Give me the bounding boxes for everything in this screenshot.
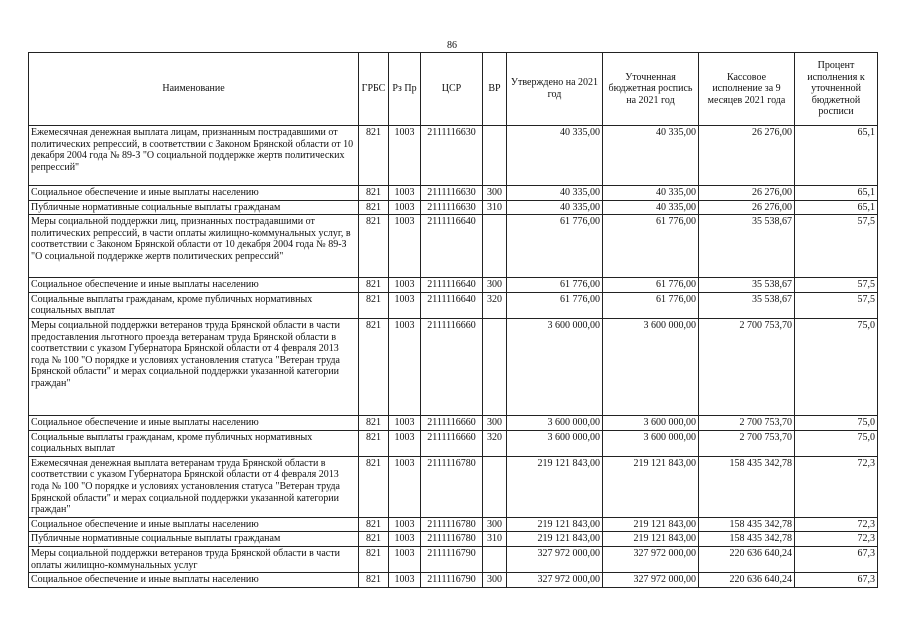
cell-csr: 2111116790 xyxy=(421,573,483,588)
cell-rz-pr: 1003 xyxy=(389,517,421,532)
cell-cash: 35 538,67 xyxy=(699,278,795,293)
table-row xyxy=(29,456,878,517)
cell-csr: 2111116640 xyxy=(421,292,483,318)
cell-vr: 310 xyxy=(483,532,507,547)
cell-grbs: 821 xyxy=(359,126,389,186)
cell-csr: 2111116660 xyxy=(421,318,483,415)
table-row xyxy=(29,573,878,588)
cell-name: Публичные нормативные социальные выплаты гражданам xyxy=(29,200,359,215)
cell-refined: 40 335,00 xyxy=(603,200,699,215)
cell-vr: 300 xyxy=(483,573,507,588)
cell-refined: 40 335,00 xyxy=(603,126,699,186)
table-row xyxy=(29,546,878,572)
cell-cash: 35 538,67 xyxy=(699,292,795,318)
cell-vr: 300 xyxy=(483,278,507,293)
cell-vr: 300 xyxy=(483,186,507,201)
cell-approved: 3 600 000,00 xyxy=(507,415,603,430)
cell-grbs: 821 xyxy=(359,546,389,572)
cell-name: Публичные нормативные социальные выплаты гражданам xyxy=(29,532,359,547)
table-row xyxy=(29,126,878,186)
cell-rz-pr: 1003 xyxy=(389,532,421,547)
table-row xyxy=(29,517,878,532)
header-vr: ВР xyxy=(483,53,507,126)
cell-approved: 327 972 000,00 xyxy=(507,546,603,572)
cell-grbs: 821 xyxy=(359,278,389,293)
cell-approved: 219 121 843,00 xyxy=(507,532,603,547)
cell-grbs: 821 xyxy=(359,517,389,532)
cell-approved: 40 335,00 xyxy=(507,126,603,186)
cell-csr: 2111116780 xyxy=(421,517,483,532)
cell-approved: 61 776,00 xyxy=(507,278,603,293)
cell-name: Меры социальной поддержки ветеранов труда Брянской области в части оплаты жилищно-коммунальных услуг xyxy=(29,546,359,572)
table-row xyxy=(29,215,878,278)
cell-name: Социальное обеспечение и иные выплаты населению xyxy=(29,186,359,201)
cell-rz-pr: 1003 xyxy=(389,456,421,517)
cell-grbs: 821 xyxy=(359,430,389,456)
cell-vr xyxy=(483,456,507,517)
cell-rz-pr: 1003 xyxy=(389,546,421,572)
cell-refined: 61 776,00 xyxy=(603,215,699,278)
cell-vr xyxy=(483,318,507,415)
header-grbs: ГРБС xyxy=(359,53,389,126)
cell-name: Социальные выплаты гражданам, кроме публичных нормативных социальных выплат xyxy=(29,292,359,318)
cell-name: Меры социальной поддержки ветеранов труда Брянской области в части предоставления льготного проезда ветеранам труда Брянской области в соответствии с указом Губернатора Брянской области от 4 февраля 2013 года № 100 "О порядке и условиях установления статуса "Ветеран труда Брянской области" и мерах социальной поддержки указанной категории граждан" xyxy=(29,318,359,415)
cell-percent: 65,1 xyxy=(795,186,878,201)
header-cash: Кассовое исполнение за 9 месяцев 2021 года xyxy=(699,53,795,126)
cell-csr: 2111116630 xyxy=(421,200,483,215)
cell-rz-pr: 1003 xyxy=(389,292,421,318)
cell-refined: 61 776,00 xyxy=(603,292,699,318)
cell-grbs: 821 xyxy=(359,186,389,201)
cell-vr: 300 xyxy=(483,517,507,532)
cell-cash: 26 276,00 xyxy=(699,200,795,215)
cell-csr: 2111116780 xyxy=(421,532,483,547)
cell-vr: 320 xyxy=(483,430,507,456)
header-approved: Утверждено на 2021 год xyxy=(507,53,603,126)
cell-rz-pr: 1003 xyxy=(389,430,421,456)
cell-refined: 3 600 000,00 xyxy=(603,318,699,415)
cell-refined: 61 776,00 xyxy=(603,278,699,293)
cell-approved: 219 121 843,00 xyxy=(507,456,603,517)
cell-vr xyxy=(483,546,507,572)
cell-percent: 57,5 xyxy=(795,278,878,293)
cell-csr: 2111116630 xyxy=(421,126,483,186)
cell-vr xyxy=(483,215,507,278)
cell-percent: 57,5 xyxy=(795,292,878,318)
cell-approved: 327 972 000,00 xyxy=(507,573,603,588)
cell-csr: 2111116640 xyxy=(421,215,483,278)
header-row xyxy=(29,53,878,126)
cell-name: Меры социальной поддержки лиц, признанных пострадавшими от политических репрессий, в части оплаты жилищно-коммунальных услуг, в соответствии с Законом Брянской области от 10 декабря 2004 года № 89-З "О социальной поддержке жертв политических репрессий" xyxy=(29,215,359,278)
cell-refined: 219 121 843,00 xyxy=(603,456,699,517)
cell-vr: 320 xyxy=(483,292,507,318)
cell-cash: 220 636 640,24 xyxy=(699,546,795,572)
cell-approved: 40 335,00 xyxy=(507,186,603,201)
cell-name: Социальное обеспечение и иные выплаты населению xyxy=(29,573,359,588)
cell-name: Социальное обеспечение и иные выплаты населению xyxy=(29,517,359,532)
cell-percent: 75,0 xyxy=(795,318,878,415)
table-row xyxy=(29,430,878,456)
cell-csr: 2111116630 xyxy=(421,186,483,201)
cell-approved: 61 776,00 xyxy=(507,292,603,318)
cell-approved: 3 600 000,00 xyxy=(507,430,603,456)
table-row xyxy=(29,532,878,547)
cell-cash: 26 276,00 xyxy=(699,186,795,201)
table-row xyxy=(29,278,878,293)
cell-refined: 327 972 000,00 xyxy=(603,573,699,588)
table-row xyxy=(29,415,878,430)
cell-grbs: 821 xyxy=(359,573,389,588)
page-number: 86 xyxy=(447,40,457,51)
cell-refined: 3 600 000,00 xyxy=(603,415,699,430)
cell-cash: 2 700 753,70 xyxy=(699,318,795,415)
cell-grbs: 821 xyxy=(359,318,389,415)
cell-percent: 67,3 xyxy=(795,546,878,572)
header-rz-pr: Рз Пр xyxy=(389,53,421,126)
cell-percent: 75,0 xyxy=(795,415,878,430)
cell-cash: 158 435 342,78 xyxy=(699,456,795,517)
cell-rz-pr: 1003 xyxy=(389,415,421,430)
cell-rz-pr: 1003 xyxy=(389,186,421,201)
header-csr: ЦСР xyxy=(421,53,483,126)
cell-rz-pr: 1003 xyxy=(389,318,421,415)
cell-percent: 72,3 xyxy=(795,532,878,547)
cell-approved: 40 335,00 xyxy=(507,200,603,215)
cell-grbs: 821 xyxy=(359,200,389,215)
cell-name: Ежемесячная денежная выплата лицам, признанным пострадавшими от политических репрессий, в соответствии с Законом Брянской области от 10 декабря 2004 года № 89-З "О социальной поддержке жертв политических репрессий" xyxy=(29,126,359,186)
cell-refined: 219 121 843,00 xyxy=(603,532,699,547)
cell-csr: 2111116780 xyxy=(421,456,483,517)
cell-rz-pr: 1003 xyxy=(389,200,421,215)
cell-name: Социальное обеспечение и иные выплаты населению xyxy=(29,278,359,293)
cell-cash: 220 636 640,24 xyxy=(699,573,795,588)
cell-csr: 2111116790 xyxy=(421,546,483,572)
cell-cash: 2 700 753,70 xyxy=(699,415,795,430)
cell-rz-pr: 1003 xyxy=(389,278,421,293)
cell-grbs: 821 xyxy=(359,532,389,547)
cell-cash: 2 700 753,70 xyxy=(699,430,795,456)
cell-percent: 67,3 xyxy=(795,573,878,588)
cell-csr: 2111116660 xyxy=(421,430,483,456)
cell-name: Социальное обеспечение и иные выплаты населению xyxy=(29,415,359,430)
cell-approved: 3 600 000,00 xyxy=(507,318,603,415)
header-name: Наименование xyxy=(29,53,359,126)
cell-approved: 219 121 843,00 xyxy=(507,517,603,532)
cell-name: Социальные выплаты гражданам, кроме публичных нормативных социальных выплат xyxy=(29,430,359,456)
cell-percent: 75,0 xyxy=(795,430,878,456)
table-row xyxy=(29,292,878,318)
cell-vr: 300 xyxy=(483,415,507,430)
cell-percent: 65,1 xyxy=(795,200,878,215)
cell-rz-pr: 1003 xyxy=(389,573,421,588)
cell-cash: 26 276,00 xyxy=(699,126,795,186)
cell-cash: 158 435 342,78 xyxy=(699,532,795,547)
cell-name: Ежемесячная денежная выплата ветеранам труда Брянской области в соответствии с указом Губернатора Брянской области от 4 февраля 2013 года № 100 "О порядке и условиях установления статуса "Ветеран труда Брянской области" и мерах социальной поддержки указанной категории граждан" xyxy=(29,456,359,517)
cell-refined: 40 335,00 xyxy=(603,186,699,201)
cell-csr: 2111116660 xyxy=(421,415,483,430)
cell-grbs: 821 xyxy=(359,415,389,430)
cell-vr: 310 xyxy=(483,200,507,215)
cell-grbs: 821 xyxy=(359,292,389,318)
cell-percent: 72,3 xyxy=(795,456,878,517)
cell-rz-pr: 1003 xyxy=(389,126,421,186)
cell-rz-pr: 1003 xyxy=(389,215,421,278)
table-row xyxy=(29,200,878,215)
cell-csr: 2111116640 xyxy=(421,278,483,293)
cell-percent: 72,3 xyxy=(795,517,878,532)
table-row xyxy=(29,318,878,415)
cell-percent: 65,1 xyxy=(795,126,878,186)
cell-percent: 57,5 xyxy=(795,215,878,278)
cell-refined: 219 121 843,00 xyxy=(603,517,699,532)
cell-vr xyxy=(483,126,507,186)
cell-refined: 3 600 000,00 xyxy=(603,430,699,456)
cell-grbs: 821 xyxy=(359,456,389,517)
cell-grbs: 821 xyxy=(359,215,389,278)
header-refined: Уточненная бюджетная роспись на 2021 год xyxy=(603,53,699,126)
header-percent: Процент исполнения к уточненной бюджетной росписи xyxy=(795,53,878,126)
cell-approved: 61 776,00 xyxy=(507,215,603,278)
budget-execution-table xyxy=(28,52,878,588)
cell-cash: 158 435 342,78 xyxy=(699,517,795,532)
cell-refined: 327 972 000,00 xyxy=(603,546,699,572)
cell-cash: 35 538,67 xyxy=(699,215,795,278)
table-row xyxy=(29,186,878,201)
